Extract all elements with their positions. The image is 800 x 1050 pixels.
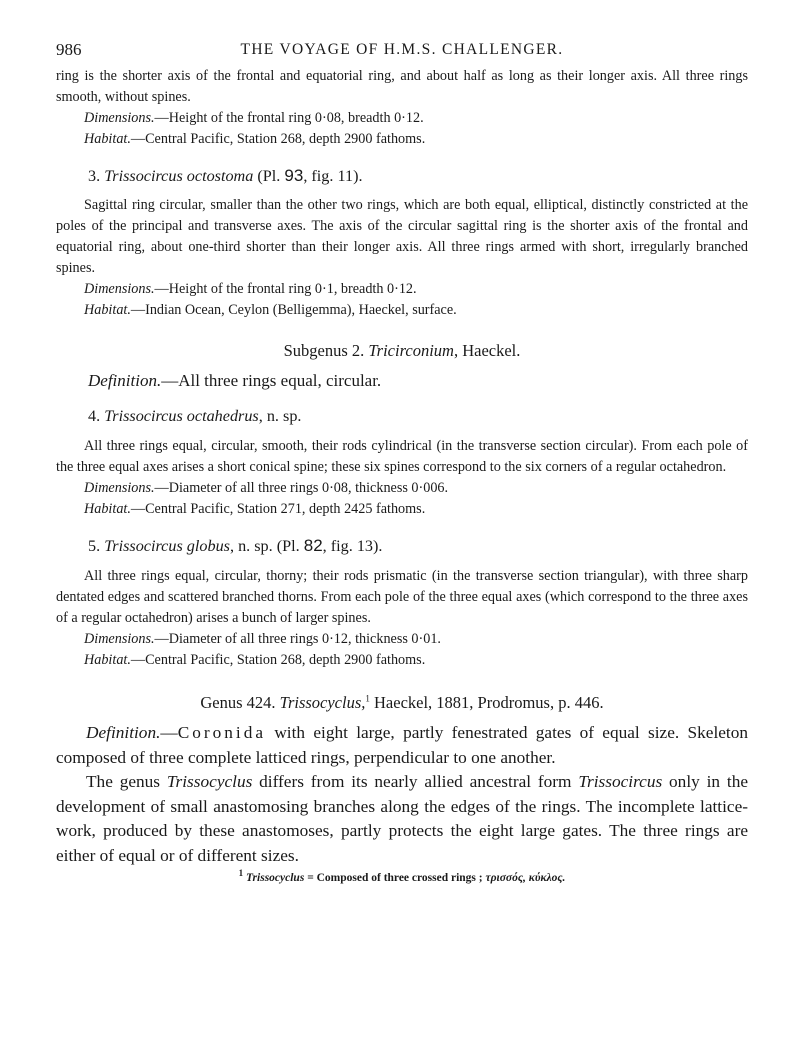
habitat-line: [56, 129, 748, 150]
species-name: Trissocircus octostoma: [104, 167, 254, 185]
species-heading: [56, 407, 748, 426]
habitat-line: [56, 300, 748, 321]
dimensions-line: [56, 629, 748, 650]
definition-text: with eight large, partly fenestrated gates of equal size. Skeleton composed of three complete latticed rings, perpendicular to one another.: [56, 723, 748, 767]
para-name-2: Trissocircus: [578, 772, 663, 791]
subgenus-definition: [56, 371, 748, 391]
dimensions-text: —Height of the frontal ring 0·08, breadth 0·12.: [154, 110, 424, 126]
genus-prefix: Genus 424.: [200, 693, 276, 712]
dimensions-text: —Height of the frontal ring 0·1, breadth 0·12.: [154, 281, 417, 297]
plate-number: 82: [303, 536, 323, 555]
carryover-text: ring is the shorter axis of the frontal and equatorial ring, and about half as long as their longer axis. All three rings smooth, without spines.: [56, 68, 748, 105]
dimensions-line: [56, 478, 748, 499]
definition-label: Definition.: [88, 371, 162, 390]
dimensions-label: Dimensions.: [84, 480, 155, 496]
footnote-text: = Composed of three crossed rings ;: [304, 872, 486, 884]
habitat-label: Habitat.: [84, 652, 131, 668]
genus-suffix: Haeckel, 1881, Prodromus, p. 446.: [369, 693, 604, 712]
subgenus-name: Tricirconium: [368, 341, 454, 360]
definition-dash: —: [160, 723, 178, 742]
habitat-text: —Central Pacific, Station 268, depth 2900 fathoms.: [130, 131, 426, 147]
species-description: All three rings equal, circular, thorny; their rods prismatic (in the transverse section triangular), with three sharp dentated edges and scattered branched thorns. From each pole of the three equal axes (which correspond to the three axes of a regular octahedron) arises a bunch of larger spines.: [56, 568, 748, 626]
footnote-mark: 1: [365, 693, 370, 704]
plate-ref-prefix: (Pl.: [257, 167, 281, 185]
dimensions-line: [56, 279, 748, 300]
definition-label: Definition.: [86, 723, 161, 742]
plate-ref-suffix: , fig. 11).: [303, 167, 363, 185]
species-number: 3.: [88, 167, 101, 185]
species-5-body: [56, 566, 748, 671]
page-number: 986: [56, 40, 82, 59]
para-start: The genus: [86, 772, 167, 791]
dimensions-text: —Diameter of all three rings 0·12, thickness 0·01.: [154, 631, 441, 647]
genus-definition: [56, 721, 748, 770]
dimensions-label: Dimensions.: [84, 281, 155, 297]
habitat-text: —Central Pacific, Station 271, depth 2425 fathoms.: [130, 501, 426, 517]
genus-paragraph: [56, 770, 748, 868]
plate-number: 93: [284, 166, 304, 185]
footnote-mark: 1: [238, 868, 244, 879]
dimensions-line: [56, 108, 748, 129]
para-name-1: Trissocyclus: [166, 772, 253, 791]
species-name: Trissocircus globus: [104, 537, 230, 555]
habitat-label: Habitat.: [84, 131, 131, 147]
species-heading: [56, 536, 748, 556]
habitat-label: Habitat.: [84, 501, 131, 517]
subgenus-suffix: , Haeckel.: [453, 341, 521, 360]
document-page: [56, 40, 748, 884]
habitat-line: [56, 499, 748, 520]
habitat-line: [56, 650, 748, 671]
plate-ref-prefix: , n. sp. (Pl.: [229, 537, 300, 555]
species-heading: [56, 166, 748, 186]
species-number: 5.: [88, 537, 101, 555]
footnote-term: Trissocyclus: [245, 872, 305, 884]
carryover-section: [56, 66, 748, 150]
footnote-greek: τρισσός, κύκλος.: [485, 872, 566, 884]
species-4-body: [56, 436, 748, 520]
species-3-body: [56, 195, 748, 321]
para-middle: differs from its nearly allied ancestral form: [252, 772, 579, 791]
habitat-label: Habitat.: [84, 302, 131, 318]
genus-body: [56, 721, 748, 868]
habitat-text: —Central Pacific, Station 268, depth 2900 fathoms.: [130, 652, 426, 668]
subgenus-prefix: Subgenus 2.: [283, 341, 365, 360]
species-name: Trissocircus octahedrus: [104, 407, 259, 425]
species-suffix: , n. sp.: [258, 407, 302, 425]
subgenus-heading: [56, 341, 748, 361]
dimensions-text: —Diameter of all three rings 0·08, thickness 0·006.: [154, 480, 449, 496]
species-description: All three rings equal, circular, smooth, their rods cylindrical (in the transverse section circular). From each pole of the three equal axes arises a short conical spine; these six spines correspond to the six corners of a regular octahedron.: [56, 438, 748, 475]
dimensions-label: Dimensions.: [84, 631, 155, 647]
plate-ref-suffix: , fig. 13).: [322, 537, 383, 555]
species-number: 4.: [88, 407, 101, 425]
footnote: [56, 868, 748, 884]
running-title: THE VOYAGE OF H.M.S. CHALLENGER.: [240, 41, 564, 58]
habitat-text: —Indian Ocean, Ceylon (Belligemma), Haeckel, surface.: [130, 302, 457, 318]
page-header: [56, 40, 748, 66]
definition-text: —All three rings equal, circular.: [161, 371, 382, 390]
definition-spaced-term: Coronida: [177, 723, 267, 742]
para-end: only in the development of small anastomosing branches along the edges of the rings. The incomplete lattice-work, produced by these anastomoses, partly protects the eight large gates. The three rings are either of equal or of different sizes.: [56, 772, 748, 865]
genus-heading: [56, 693, 748, 713]
species-description: Sagittal ring circular, smaller than the other two rings, which are both equal, elliptical, distinctly constricted at the poles of the principal and transverse axes. The axis of the circular sagittal ring is the shorter axis of the frontal and equatorial ring, about one-third shorter than their longer axis. All three rings armed with short, irregularly branched spines.: [56, 197, 748, 276]
genus-name: Trissocyclus,: [279, 693, 366, 712]
dimensions-label: Dimensions.: [84, 110, 155, 126]
